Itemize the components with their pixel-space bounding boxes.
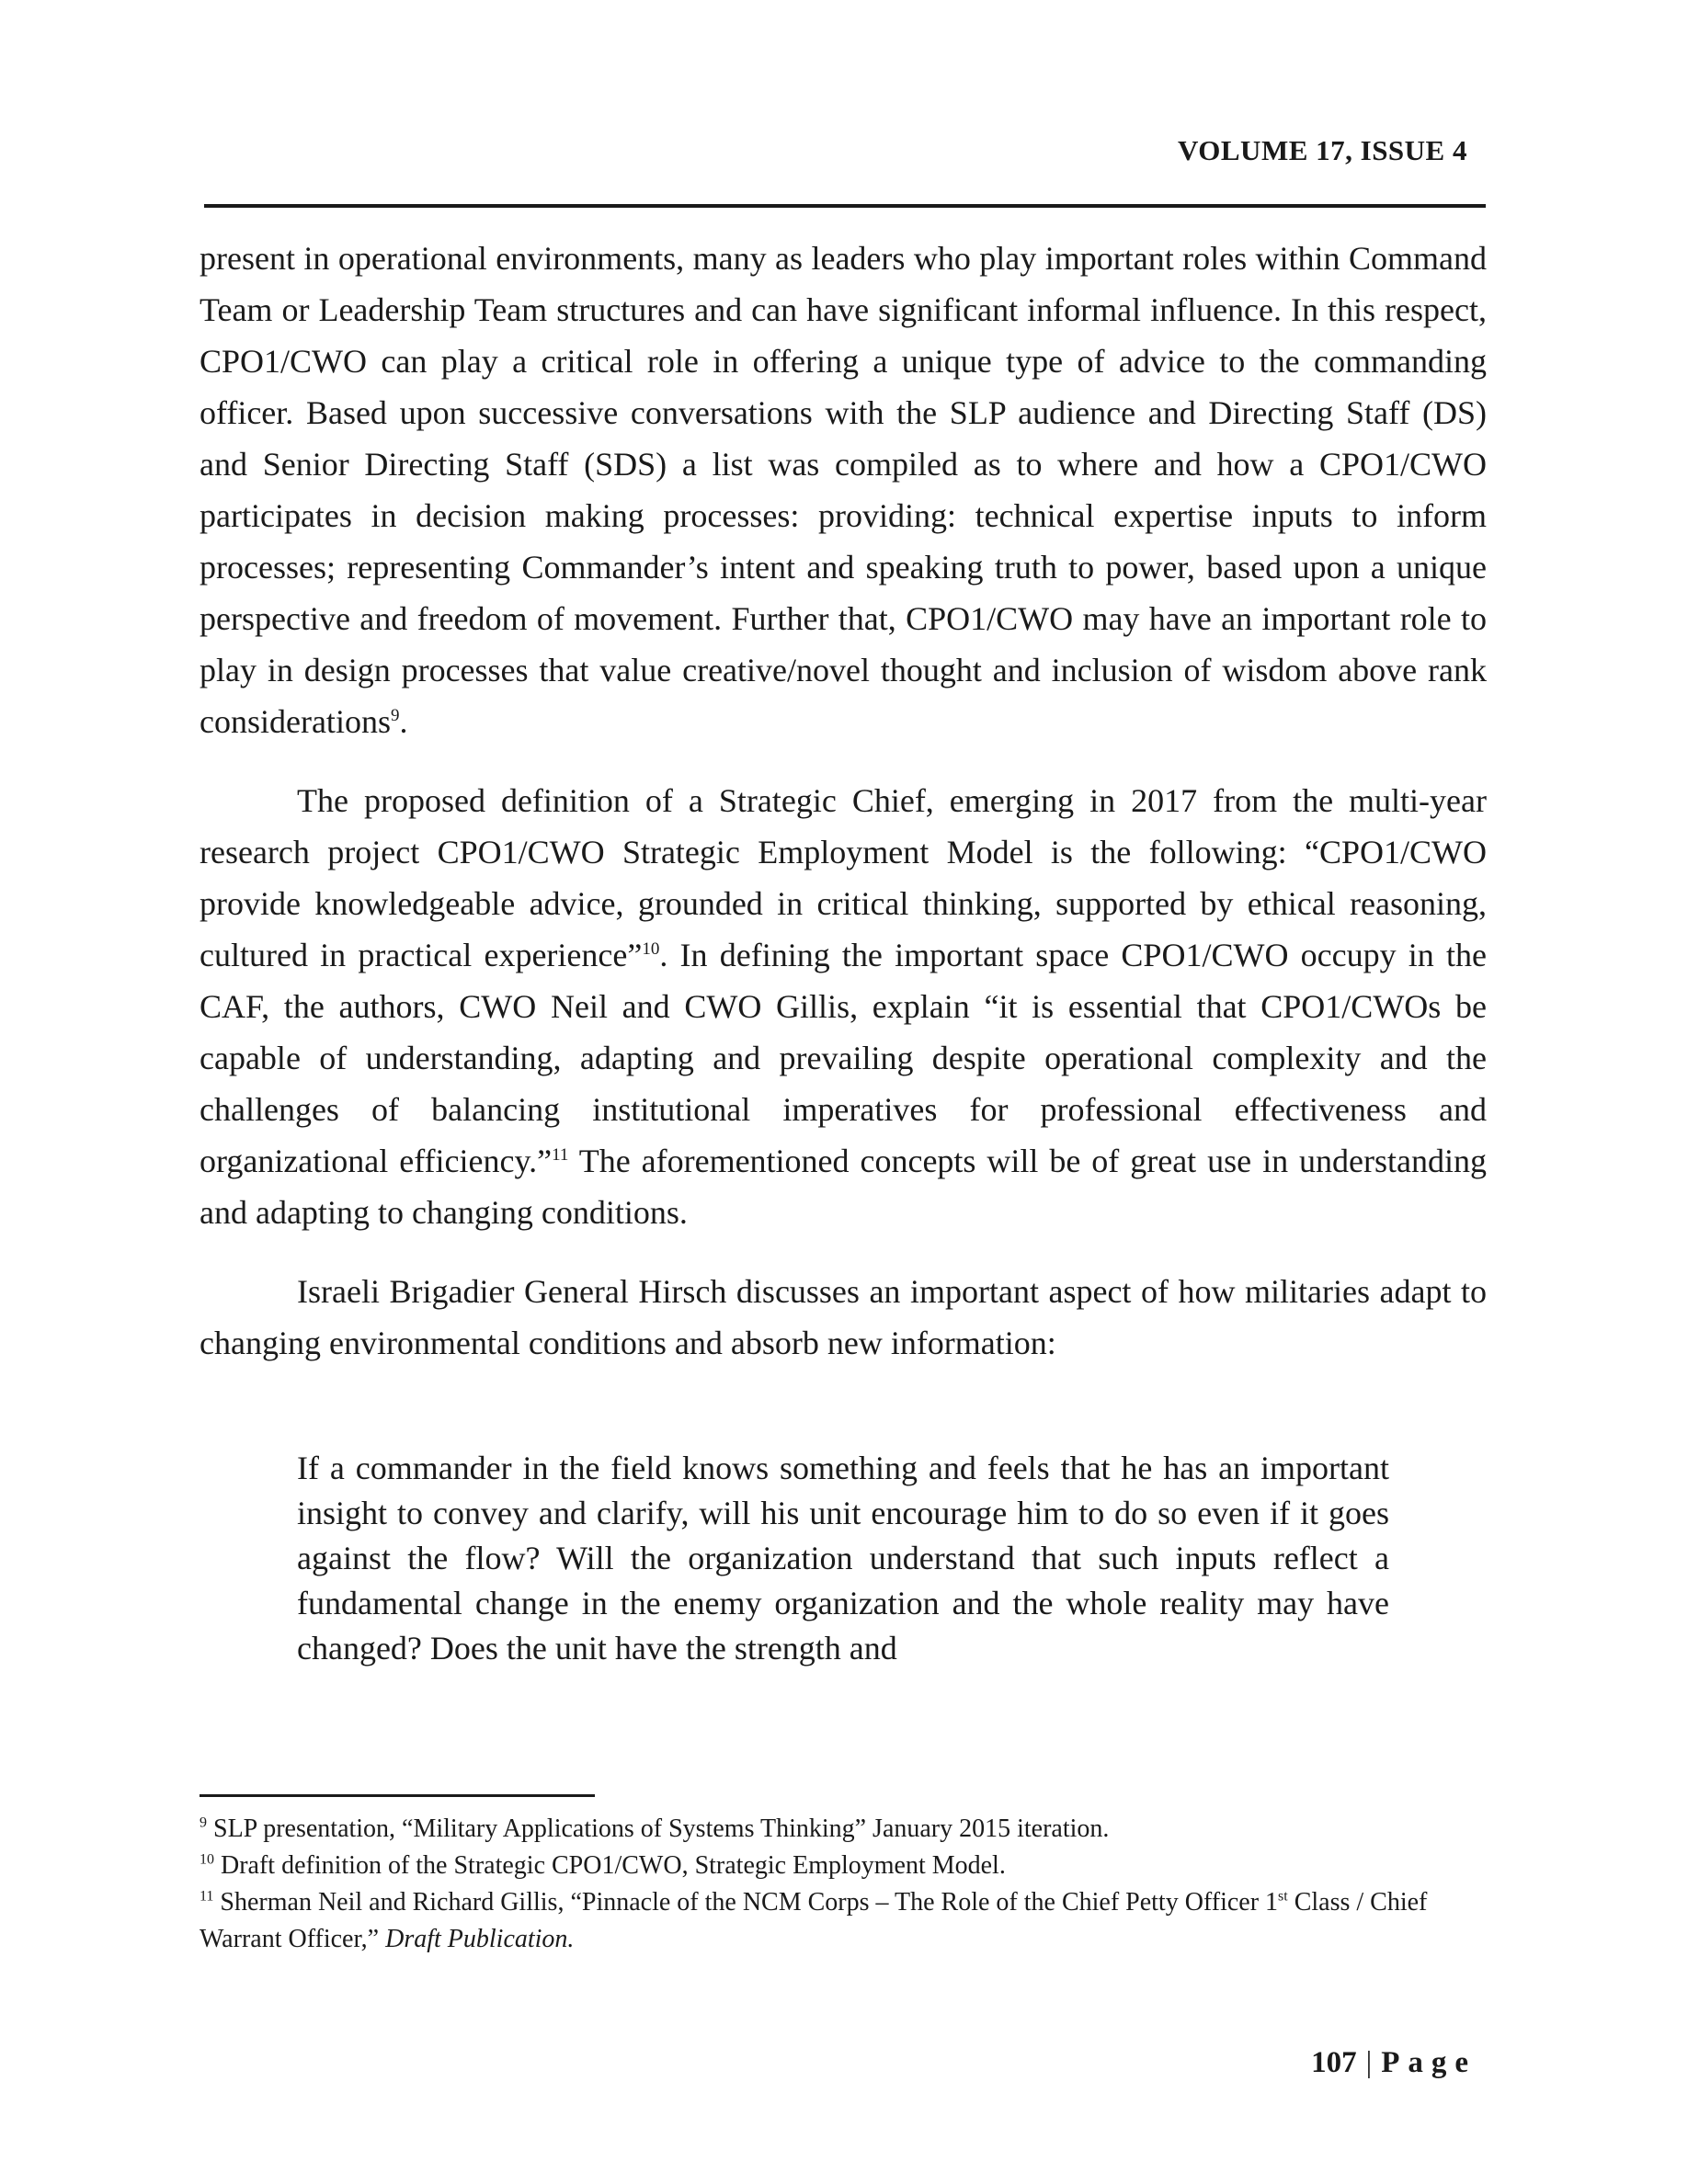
header-rule — [204, 204, 1486, 208]
footnote-10 — [200, 1848, 1487, 1884]
paragraph-1-tail: . — [399, 703, 408, 740]
footnote-text: Sherman Neil and Richard Gillis, “Pinnacle of the NCM Corps – The Role of the Chief Petty Officer 1 — [220, 1888, 1279, 1917]
paragraph-1 — [200, 233, 1487, 747]
paragraph-2-text-3: The aforementioned concepts will be of great use in understanding and adapting to changing conditions. — [200, 1143, 1487, 1231]
page-word: Page — [1381, 2046, 1477, 2079]
block-quote: If a commander in the field knows something and feels that he has an important insight to convey and clarify, will his unit encourage him to do so even if it goes against the flow? Will the organization understand that such inputs reflect a fundamental change in the enemy organization and the whole reality may have changed? Does the unit have the strength and — [297, 1450, 1389, 1666]
footnote-italic: Draft Publication. — [385, 1925, 575, 1953]
paragraph-2-text: The proposed definition of a Strategic Chief, emerging in 2017 from the multi-year research project CPO1/CWO Strategic Employment Model is the following: “CPO1/CWO provide knowledgeable advice, grounded in critical thinking, supported by ethical reasoning, cultured in practical experience” — [200, 782, 1487, 973]
ordinal-suffix: st — [1278, 1888, 1288, 1905]
footnote-number: 9 — [200, 1814, 207, 1831]
footnote-number: 10 — [200, 1851, 214, 1868]
body-text — [200, 233, 1487, 1369]
paragraph-3: Israeli Brigadier General Hirsch discusses an important aspect of how militaries adapt to changing environmental conditions and absorb new information: — [200, 1273, 1487, 1361]
page-number — [1311, 2046, 1477, 2080]
footnote-ref-11: 11 — [552, 1145, 569, 1165]
page-number-value: 107 — [1311, 2046, 1357, 2079]
footnote-ref-10: 10 — [642, 939, 660, 959]
footnote-number: 11 — [200, 1888, 214, 1905]
footnote-text-2: Class / Chief Warrant Officer,” — [200, 1888, 1428, 1953]
footnote-rule — [200, 1794, 595, 1797]
footnote-11 — [200, 1884, 1487, 1958]
footnotes — [200, 1811, 1487, 1958]
footnote-text: Draft definition of the Strategic CPO1/CWO, Strategic Employment Model. — [221, 1851, 1006, 1880]
page-separator: | — [1365, 2046, 1373, 2079]
footnote-text: SLP presentation, “Military Applications of Systems Thinking” January 2015 iteration. — [213, 1814, 1110, 1843]
footnote-ref-9: 9 — [390, 706, 400, 725]
footnote-9 — [200, 1811, 1487, 1848]
paragraph-1-text: present in operational environments, many as leaders who play important roles within Command Team or Leadership Team structures and can have significant informal influence. In this respect, CPO1/CWO can play a critical role in offering a unique type of advice to the commanding officer. Based upon successive conversations with the SLP audience and Directing Staff (DS) and Senior Directing Staff (SDS) a list was compiled as to where and how a CPO1/CWO participates in decision making processes: providing: technical expertise inputs to inform processes; representing Commander’s intent and speaking truth to power, based upon a unique perspective and freedom of movement. Further that, CPO1/CWO may have an important role to play in design processes that value creative/novel thought and inclusion of wisdom above rank considerations — [200, 240, 1487, 740]
running-header: VOLUME 17, ISSUE 4 — [1178, 134, 1467, 166]
paragraph-2 — [200, 775, 1487, 1238]
paragraph-2-text-2: . In defining the important space CPO1/CWO occupy in the CAF, the authors, CWO Neil and CWO Gillis, explain “it is essential that CPO1/CWOs be capable of understanding, adapting and prevailing despite operational complexity and the challenges of balancing institutional imperatives for professional effectiveness and organizational efficiency.” — [200, 937, 1487, 1179]
